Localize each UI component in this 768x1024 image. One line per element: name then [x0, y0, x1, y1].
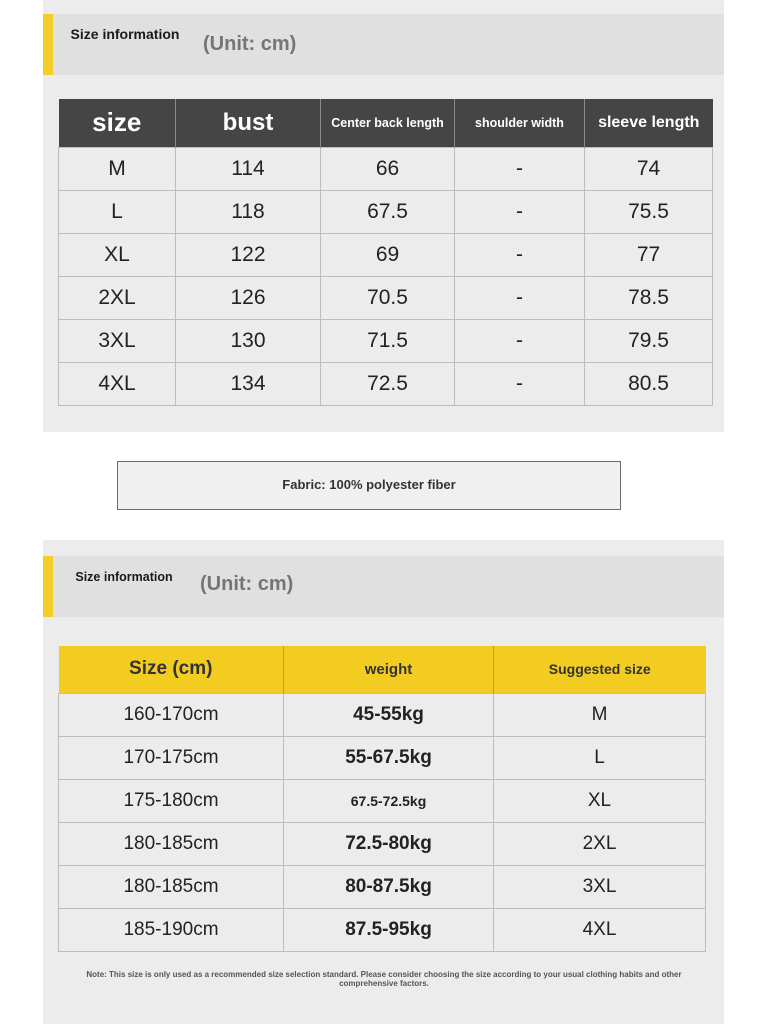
accent-bar — [43, 14, 53, 75]
cell-suggested-size: L — [494, 736, 706, 779]
cell-height: 175-180cm — [59, 779, 284, 822]
cell-shoulder-width: - — [455, 319, 585, 362]
cell-suggested-size: 3XL — [494, 865, 706, 908]
cell-weight: 45-55kg — [284, 693, 494, 736]
table-row — [59, 822, 706, 865]
cell-height: 180-185cm — [59, 865, 284, 908]
cell-sleeve-length: 77 — [585, 233, 713, 276]
table-header-row — [59, 646, 706, 693]
cell-height: 180-185cm — [59, 822, 284, 865]
cell-shoulder-width: - — [455, 362, 585, 405]
cell-suggested-size: XL — [494, 779, 706, 822]
cell-suggested-size: 2XL — [494, 822, 706, 865]
table-row — [59, 779, 706, 822]
cell-sleeve-length: 79.5 — [585, 319, 713, 362]
column-header-height: Size (cm) — [59, 646, 284, 693]
table-row — [59, 693, 706, 736]
cell-center-back-length: 70.5 — [321, 276, 455, 319]
cell-bust: 122 — [176, 233, 321, 276]
size-recommendation-panel — [43, 540, 724, 1024]
table-row — [59, 190, 713, 233]
cell-size: M — [59, 147, 176, 190]
cell-shoulder-width: - — [455, 276, 585, 319]
table-row — [59, 147, 713, 190]
table-row — [59, 319, 713, 362]
cell-size: 2XL — [59, 276, 176, 319]
cell-shoulder-width: - — [455, 190, 585, 233]
cell-weight: 72.5-80kg — [284, 822, 494, 865]
cell-weight: 55-67.5kg — [284, 736, 494, 779]
fabric-info: Fabric: 100% polyester fiber — [117, 461, 621, 510]
cell-shoulder-width: - — [455, 233, 585, 276]
cell-suggested-size: 4XL — [494, 908, 706, 951]
cell-size: L — [59, 190, 176, 233]
cell-weight: 80-87.5kg — [284, 865, 494, 908]
table-row — [59, 362, 713, 405]
cell-size: 4XL — [59, 362, 176, 405]
column-header-bust: bust — [176, 99, 321, 147]
section-title: Size information — [70, 26, 180, 42]
cell-height: 160-170cm — [59, 693, 284, 736]
table-row — [59, 865, 706, 908]
section-title: Size information — [75, 570, 173, 584]
cell-bust: 134 — [176, 362, 321, 405]
cell-sleeve-length: 74 — [585, 147, 713, 190]
cell-sleeve-length: 80.5 — [585, 362, 713, 405]
column-header-center-back-length: Center back length — [321, 99, 455, 147]
garment-size-table — [58, 99, 713, 406]
section-header — [43, 14, 724, 75]
column-header-weight: weight — [284, 646, 494, 693]
cell-bust: 126 — [176, 276, 321, 319]
column-header-shoulder-width: shoulder width — [455, 99, 585, 147]
cell-center-back-length: 72.5 — [321, 362, 455, 405]
cell-center-back-length: 67.5 — [321, 190, 455, 233]
size-chart-panel — [43, 0, 724, 492]
cell-size: 3XL — [59, 319, 176, 362]
cell-center-back-length: 66 — [321, 147, 455, 190]
cell-bust: 130 — [176, 319, 321, 362]
column-header-suggested-size: Suggested size — [494, 646, 706, 693]
table-row — [59, 233, 713, 276]
cell-center-back-length: 71.5 — [321, 319, 455, 362]
size-recommendation-table — [58, 646, 706, 952]
cell-weight: 67.5-72.5kg — [284, 779, 494, 822]
cell-sleeve-length: 75.5 — [585, 190, 713, 233]
size-note: Note: This size is only used as a recommended size selection standard. Please consider choosing the size according to your usual clothing habits and other comprehensive factors. — [86, 970, 682, 988]
cell-size: XL — [59, 233, 176, 276]
cell-sleeve-length: 78.5 — [585, 276, 713, 319]
table-row — [59, 276, 713, 319]
cell-weight: 87.5-95kg — [284, 908, 494, 951]
table-row — [59, 736, 706, 779]
table-row — [59, 908, 706, 951]
column-header-size: size — [59, 99, 176, 147]
unit-label: (Unit: cm) — [203, 33, 297, 55]
cell-bust: 114 — [176, 147, 321, 190]
cell-center-back-length: 69 — [321, 233, 455, 276]
cell-shoulder-width: - — [455, 147, 585, 190]
section-header — [43, 556, 724, 617]
column-header-sleeve-length: sleeve length — [585, 99, 713, 147]
cell-suggested-size: M — [494, 693, 706, 736]
cell-bust: 118 — [176, 190, 321, 233]
cell-height: 170-175cm — [59, 736, 284, 779]
accent-bar — [43, 556, 53, 617]
table-header-row — [59, 99, 713, 147]
unit-label: (Unit: cm) — [200, 573, 294, 595]
cell-height: 185-190cm — [59, 908, 284, 951]
